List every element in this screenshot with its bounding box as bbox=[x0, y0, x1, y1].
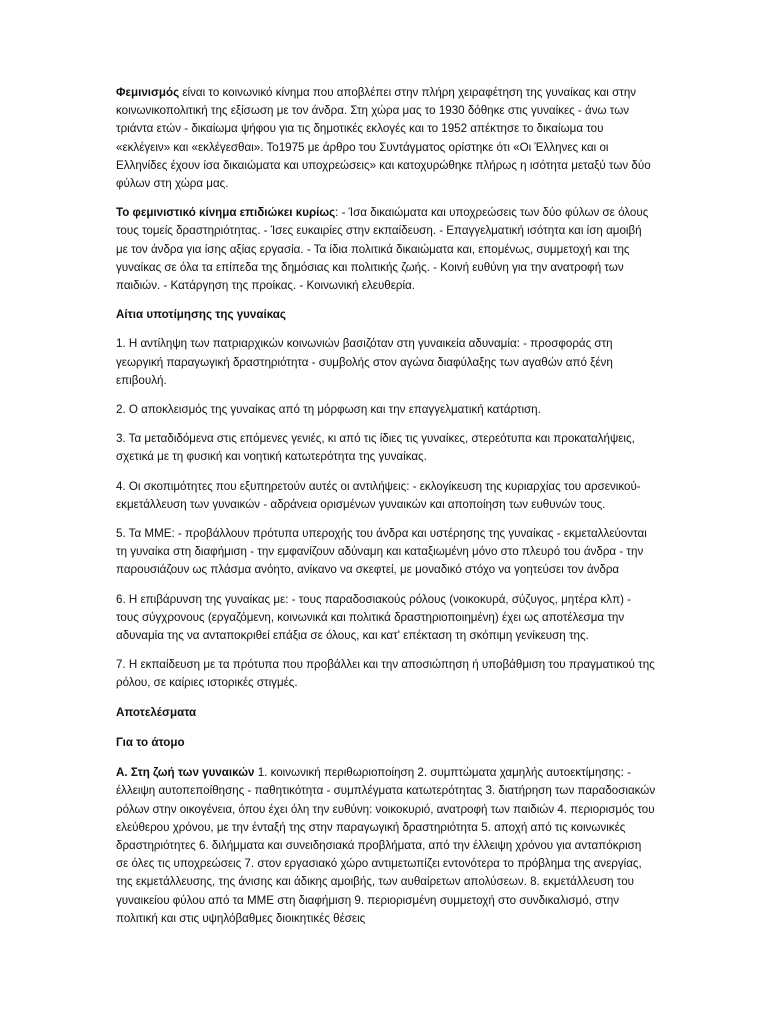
cause-item-2: 2. Ο αποκλεισμός της γυναίκας από τη μόρφωση και την επαγγελματική κατάρτιση. bbox=[116, 403, 541, 417]
women-life-term: Α. Στη ζωή των γυναικών bbox=[116, 766, 255, 780]
cause-item-4: 4. Οι σκοπιμότητες που εξυπηρετούν αυτές οι αντιλήψεις: - εκλογίκευση της κυριαρχίας του αρσενικού- εκμετάλλευση των γυναικών - αδράνεια ορισμένων γυναικών και αποποίηση των ευθυνών τους. bbox=[116, 479, 641, 511]
aims-paragraph bbox=[116, 204, 656, 295]
intro-paragraph bbox=[116, 84, 656, 193]
cause-item-3: 3. Τα μεταδιδόμενα στις επόμενες γενιές, κι από τις ίδιες τις γυναίκες, στερεότυπα και προκαταλήψεις, σχετικά με τη φυσική και νοητική κατωτερότητα της γυναίκας. bbox=[116, 432, 635, 464]
results-heading: Αποτελέσματα bbox=[116, 705, 197, 719]
intro-term: Φεμινισμός bbox=[116, 86, 180, 99]
intro-text: είναι το κοινωνικό κίνημα που αποβλέπει στην πλήρη χειραφέτηση της γυναίκας και στην κοινωνικοπολιτική της εξίσωση με τον άνδρα. Στη χώρα μας το 1930 δόθηκε στις γυναίκες - άνω των τριάντα ετών - δικαίωμα ψήφου για τις δημοτικές εκλογές και το 1952 απέκτησε το δικαίωμα του «εκλέγειν» και «εκλέγεσθαι». Το1975 με άρθρο του Συντάγματος ορίστηκε ότι «Οι Έλληνες και οι Ελληνίδες έχουν ίσα δικαιώματα και υποχρεώσεις» και κατοχυρώθηκε πλήρως η ισότητα μεταξύ των δύο φύλων στη χώρα μας. bbox=[116, 86, 651, 191]
individual-heading: Για το άτομο bbox=[116, 735, 185, 749]
cause-item-7: 7. Η εκπαίδευση με τα πρότυπα που προβάλλει και την αποσιώπηση ή υποβάθμιση του πραγματικού της ρόλου, σε καίριες ιστορικές στιγμές. bbox=[116, 658, 655, 690]
women-life-text: 1. κοινωνική περιθωριοποίηση 2. συμπτώματα χαμηλής αυτοεκτίμησης: - έλλειψη αυτοπεποίθησης - παθητικότητα - συμπλέγματα κατωτερότητας 3. διατήρηση των παραδοσιακών ρόλων στην οικογένεια, όπου έχει όλη την ευθύνη: νοικοκυριό, ανατροφή των παιδιών 4. περιορισμός του ελεύθερου χρόνου, με την ένταξή της στην παραγωγική δραστηριότητα 5. αποχή από τις κοινωνικές δραστηριότητες 6. διλήμματα και συνειδησιακά προβλήματα, από την έλλειψη χρόνου για ανταπόκριση σε όλες τις υποχρεώσεις 7. στον εργασιακό χώρο αντιμετωπίζει εντονότερα το πρόβλημα της ανεργίας, της εκμετάλλευσης, της άνισης και άδικης αμοιβής, των αυθαίρετων απολύσεων. 8. εκμετάλλευση του γυναικείου φύλου από τα ΜΜΕ στη διαφήμιση 9. περιορισμένη συμμετοχή στο συνδικαλισμό, στην πολιτική και στις υψηλόβαθμες διοικητικές θέσεις bbox=[116, 766, 656, 925]
cause-item-5: 5. Τα ΜΜΕ: - προβάλλουν πρότυπα υπεροχής του άνδρα και υστέρησης της γυναίκας - εκμεταλλεύονται τη γυναίκα στη διαφήμιση - την εμφανίζουν αδύναμη και καταξιωμένη μόνο στο πλευρό του άνδρα - την παρουσιάζουν ως πλάσμα ανόητο, ανίκανο να σκεφτεί, με μοναδικό στόχο να γοητεύσει τον άνδρα bbox=[116, 527, 647, 577]
aims-text: : - Ίσα δικαιώματα και υποχρεώσεις των δύο φύλων σε όλους τους τομείς δραστηριότητας. - Ίσες ευκαιρίες στην εκπαίδευση. - Επαγγελματική ισότητα και ίση αμοιβή με τον άνδρα για ίσης αξίας εργασία. - Τα ίδια πολιτικά δικαιώματα και, επομένως, συμμετοχή και της γυναίκας σε όλα τα επίπεδα της δημόσιας και πολιτικής ζωής. - Κοινή ευθύνη για την ανατροφή των παιδιών. - Κατάργηση της προίκας. - Κοινωνική ελευθερία. bbox=[116, 206, 649, 293]
causes-heading: Αίτια υποτίμησης της γυναίκας bbox=[116, 308, 286, 322]
women-life-paragraph bbox=[116, 764, 656, 928]
aims-term: Το φεμινιστικό κίνημα επιδιώκει κυρίως bbox=[116, 206, 336, 220]
cause-item-1: 1. Η αντίληψη των πατριαρχικών κοινωνιών βασιζόταν στη γυναικεία αδυναμία: - προσφοράς στη γεωργική παραγωγική δραστηριότητα - συμβολής στον αγώνα διαφύλαξης των αγαθών από ξένη επιβουλή. bbox=[116, 337, 613, 387]
cause-item-6: 6. Η επιβάρυνση της γυναίκας με: - τους παραδοσιακούς ρόλους (νοικοκυρά, σύζυγος, μητέρα κλπ) - τους σύγχρονους (εργαζόμενη, κοινωνικά και πολιτικά δραστηριοποιημένη) έχει ως αποτέλεσμα την αδυναμία της να ανταποκριθεί επάξια σε όλους, και κατ' επέκταση τη σκόπιμη γενίκευση της. bbox=[116, 592, 632, 643]
